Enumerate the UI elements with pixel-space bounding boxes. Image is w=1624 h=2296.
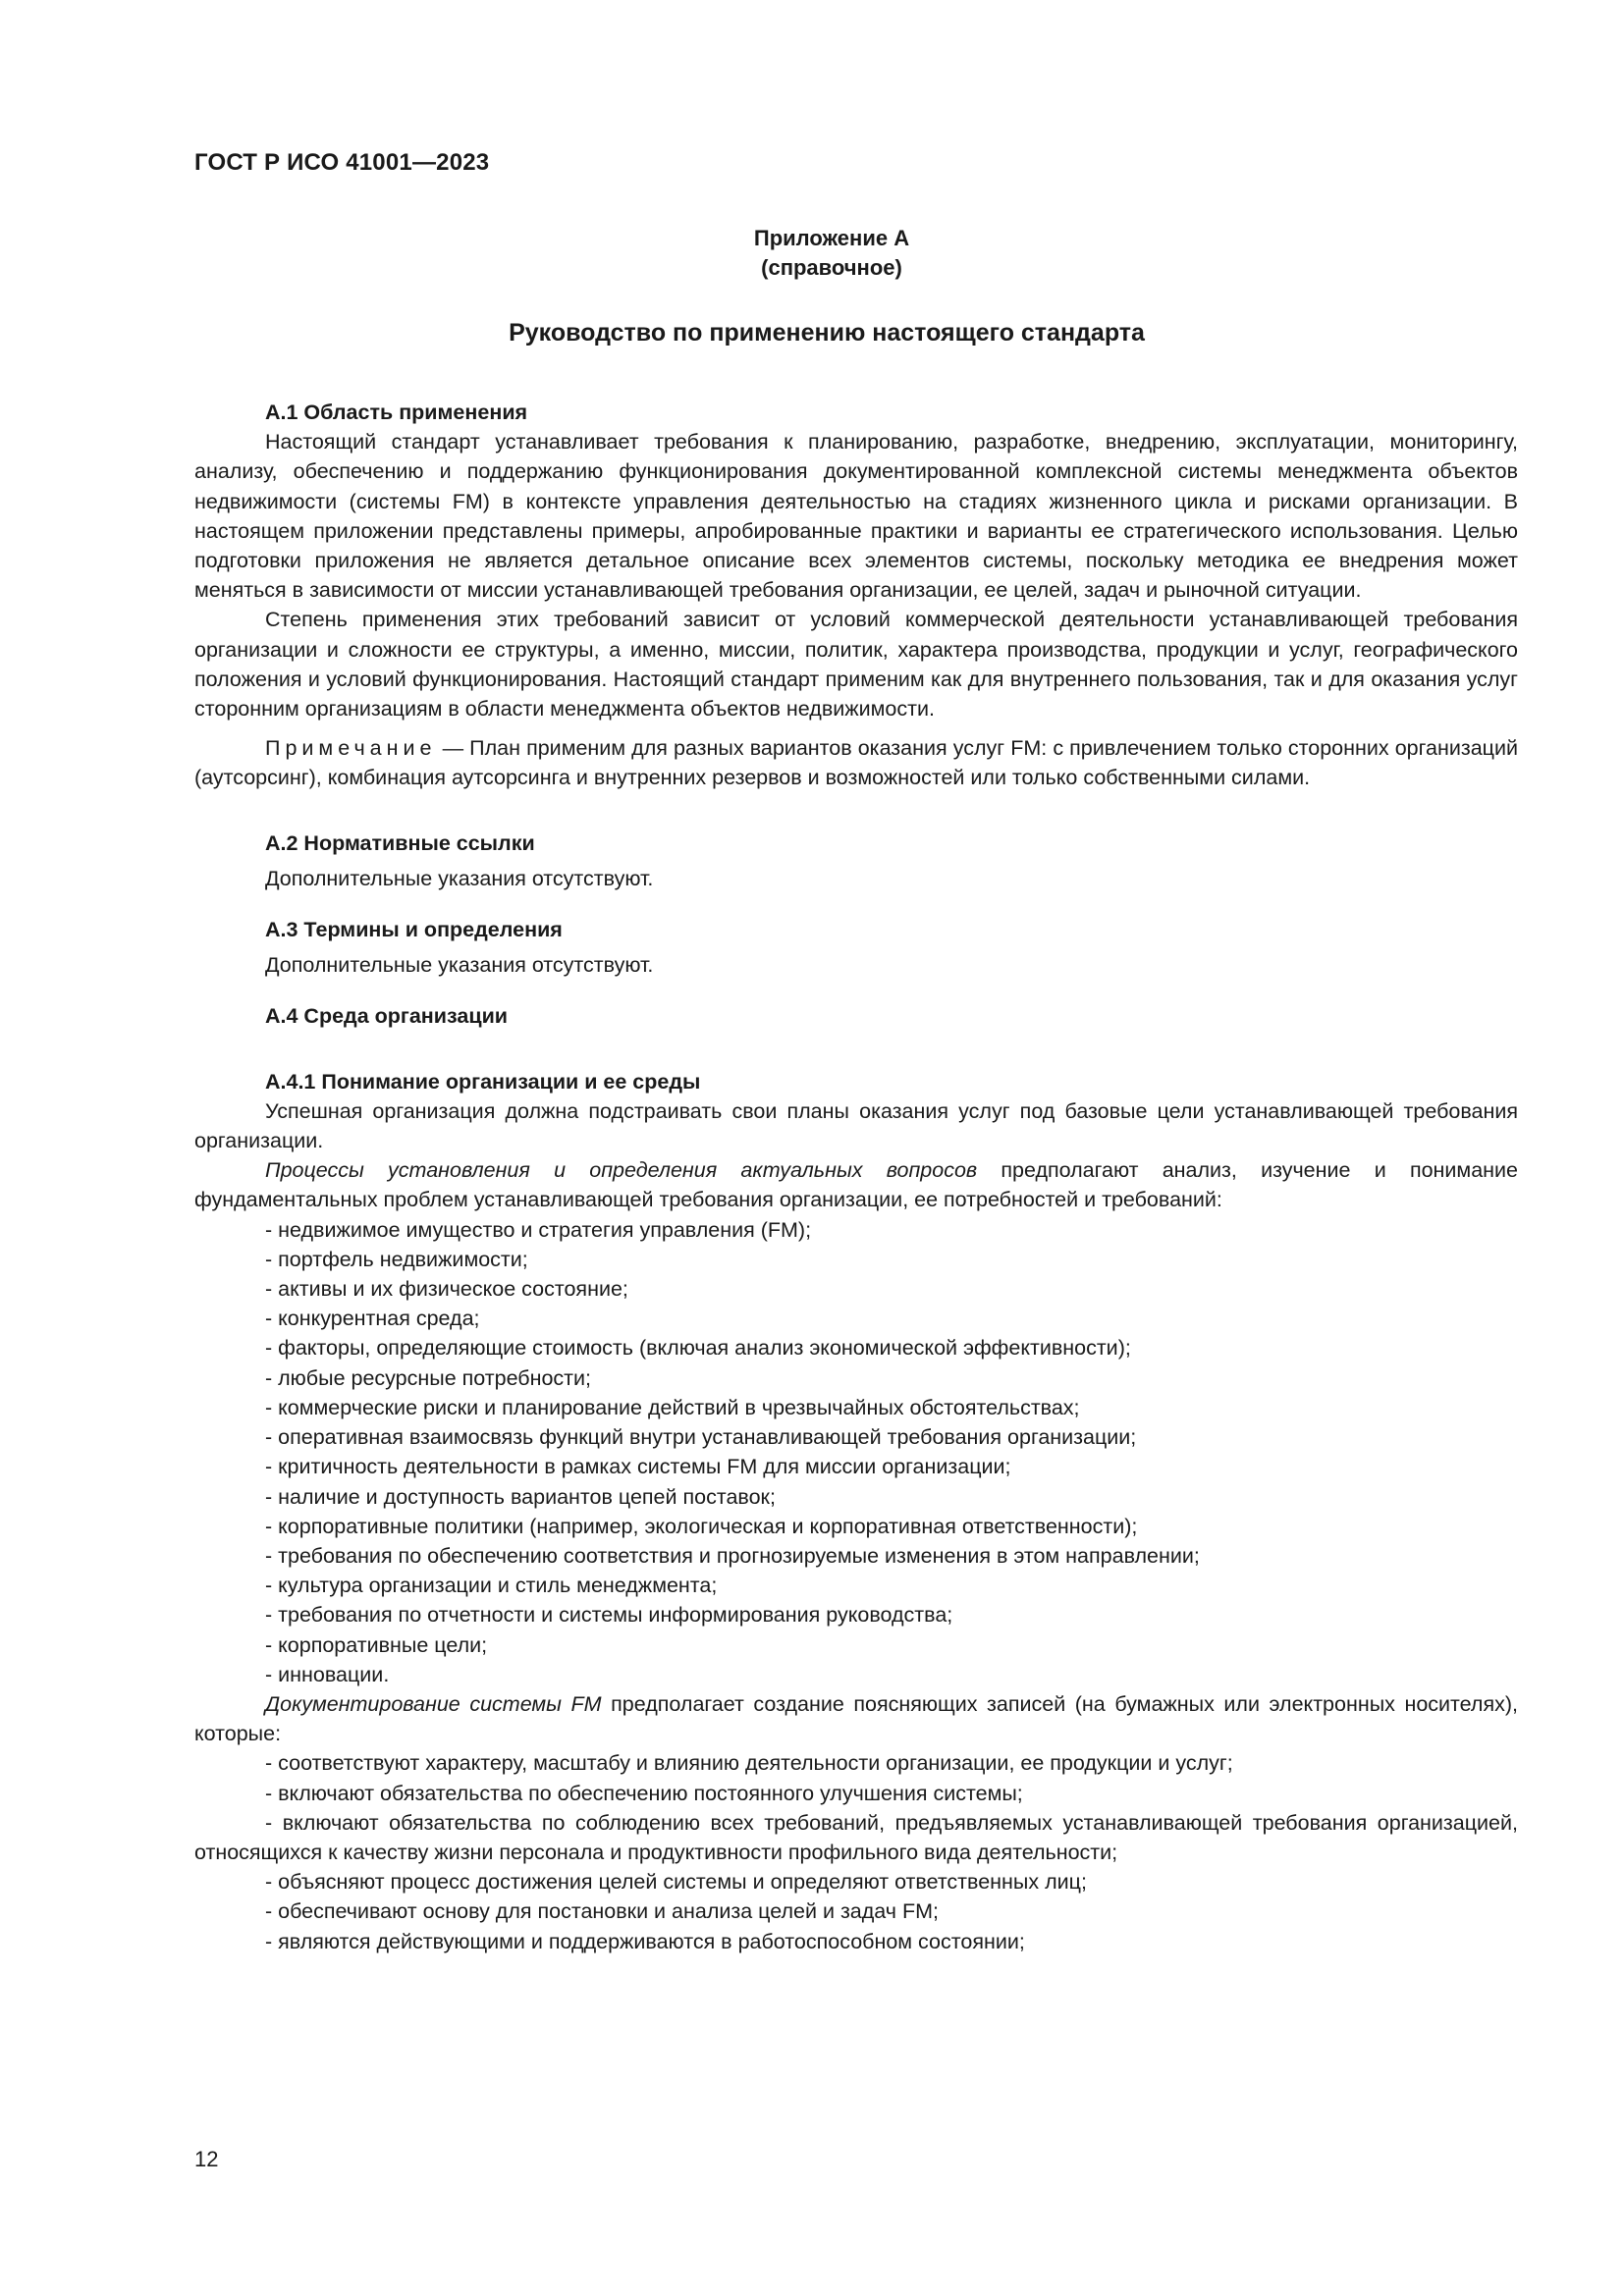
section-a1-note xyxy=(194,733,1518,792)
section-a1-heading: А.1 Область применения xyxy=(265,400,528,424)
section-a41-heading: А.4.1 Понимание организации и ее среды xyxy=(265,1069,701,1094)
issues-list xyxy=(194,1215,1518,1689)
annex-type: (справочное) xyxy=(761,255,902,280)
list-item: - конкурентная среда; xyxy=(265,1307,480,1331)
section-a4-heading: А.4 Среда организации xyxy=(265,1004,509,1029)
list-item: - требования по отчетности и системы информирования руководства; xyxy=(265,1603,953,1628)
section-a41-paragraph-2: Процессы установления и определения актуальных вопросов предполагают анализ, изучение и понимание фундаментальных проблем устанавливающей требования организации, ее потребностей и требований: xyxy=(194,1158,1519,1212)
section-a1-paragraph-2: Степень применения этих требований зависит от условий коммерческой деятельности устанавливающей требования организации и сложности ее структуры, а именно, миссии, политик, характера производства, продукции и услуг, географического положения и условий функционирования. Настоящий стандарт применим как для внутреннего пользования, так и для оказания услуг сторонним организациям в области менеджмента объектов недвижимости. xyxy=(194,608,1518,721)
annex-label: Приложение А xyxy=(753,226,910,250)
list-item: - критичность деятельности в рамках системы FM для миссии организации; xyxy=(265,1455,1011,1479)
annex-main-title: Руководство по применению настоящего стандарта xyxy=(509,319,1145,347)
list-item: - включают обязательства по соблюдению всех требований, предъявляемых устанавливающей требования организацией, относящихся к качеству жизни персонала и продуктивности профильного вида деятельности; xyxy=(194,1810,1518,1864)
list-item: - соответствуют характеру, масштабу и влиянию деятельности организации, ее продукции и услуг; xyxy=(265,1751,1233,1776)
list-item: - являются действующими и поддерживаются в работоспособном состоянии; xyxy=(265,1929,1025,1953)
list-item: - обеспечивают основу для постановки и анализа целей и задач FM; xyxy=(265,1899,939,1924)
section-a3-text: Дополнительные указания отсутствуют. xyxy=(265,953,654,978)
list-item: - наличие и доступность вариантов цепей поставок; xyxy=(265,1484,776,1509)
list-item: - активы и их физическое состояние; xyxy=(265,1277,628,1302)
document-header: ГОСТ Р ИСО 41001—2023 xyxy=(194,149,490,176)
list-item: - любые ресурсные потребности; xyxy=(265,1365,592,1390)
documentation-list xyxy=(194,1748,1518,1807)
page-number: 12 xyxy=(194,2147,219,2171)
section-a1-paragraph-1: Настоящий стандарт устанавливает требования к планированию, разработке, внедрению, эксплуатации, мониторингу, анализу, обеспечению и поддержанию функционирования документированной комплексной системы менеджмента объектов недвижимости (системы FM) в контексте управления деятельностью на стадиях жизненного цикла и рисками организации. В настоящем приложении представлены примеры, апробированные практики и варианты ее стратегического использования. Целью подготовки приложения не является детальное описание всех элементов системы, поскольку методика ее внедрения может меняться в зависимости от миссии устанавливающей требования организации, ее целей, задач и рыночной ситуации. xyxy=(194,430,1518,603)
italic-term-documentation: Документирование системы FM xyxy=(265,1691,602,1716)
list-item: - инновации. xyxy=(265,1662,390,1686)
section-a41-paragraph-1: Успешная организация должна подстраивать свои планы оказания услуг под базовые цели устанавливающей требования организации. xyxy=(194,1098,1518,1153)
italic-term-processes: Процессы установления и определения актуальных вопросов xyxy=(265,1158,978,1183)
list-item: - портфель недвижимости; xyxy=(265,1247,528,1271)
section-a3-heading: А.3 Термины и определения xyxy=(265,918,563,942)
list-item: - недвижимое имущество и стратегия управления (FM); xyxy=(265,1217,812,1242)
list-item: - корпоративные цели; xyxy=(265,1632,488,1657)
list-item: - культура организации и стиль менеджмента; xyxy=(265,1574,718,1598)
list-item: - корпоративные политики (например, экологическая и корпоративная ответственности); xyxy=(265,1514,1138,1538)
list-item: - оперативная взаимосвязь функций внутри устанавливающей требования организации; xyxy=(265,1425,1137,1450)
note-label: Примечание xyxy=(265,736,437,761)
list-item: - требования по обеспечению соответствия и прогнозируемые изменения в этом направлении; xyxy=(265,1543,1200,1568)
section-a2-text: Дополнительные указания отсутствуют. xyxy=(265,866,654,890)
note-text: — План применим для разных вариантов оказания услуг FM: с привлечением только сторонних организаций (аутсорсинг), комбинация аутсорсинга и внутренних резервов и возможностей или только собственными силами. xyxy=(194,736,1518,790)
list-item: - объясняют процесс достижения целей системы и определяют ответственных лиц; xyxy=(265,1870,1087,1895)
list-item: - коммерческие риски и планирование действий в чрезвычайных обстоятельствах; xyxy=(265,1395,1080,1419)
list-item: - включают обязательства по обеспечению постоянного улучшения системы; xyxy=(265,1781,1023,1805)
annex-title xyxy=(0,224,1624,283)
list-item: - факторы, определяющие стоимость (включая анализ экономической эффективности); xyxy=(265,1336,1131,1361)
section-a41-paragraph-3: Документирование системы FM предполагает создание поясняющих записей (на бумажных или электронных носителях), которые: xyxy=(194,1691,1518,1746)
section-a2-heading: А.2 Нормативные ссылки xyxy=(265,830,535,855)
documentation-list-continued xyxy=(194,1867,1518,1956)
document-body xyxy=(194,398,1518,1956)
